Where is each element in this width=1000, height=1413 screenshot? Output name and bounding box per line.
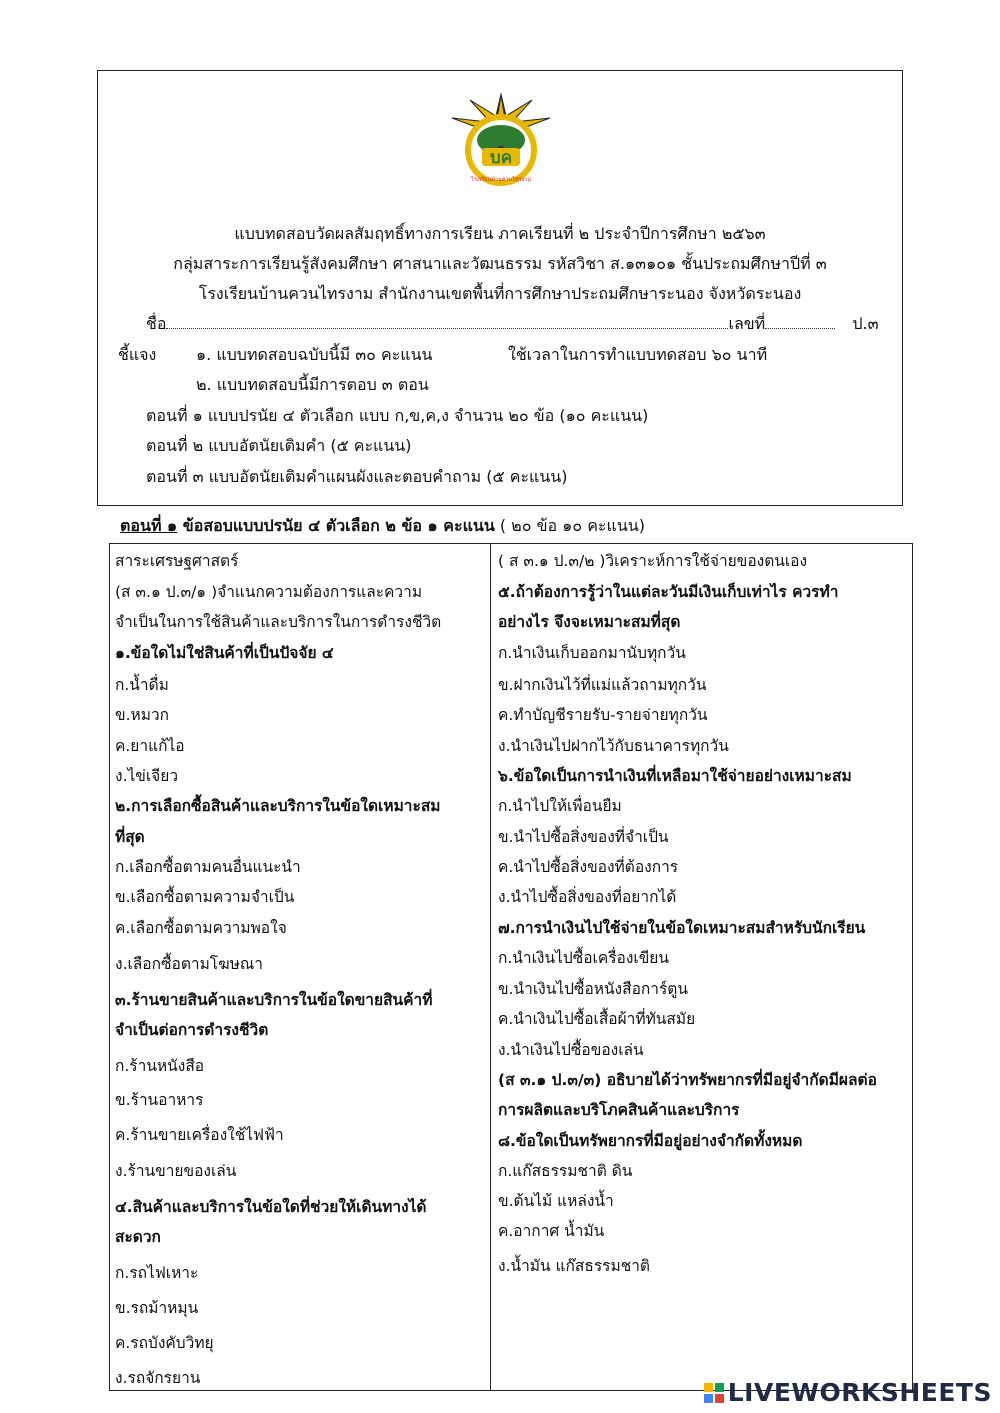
left-question-line: ข.ร้านอาหาร: [115, 1091, 204, 1109]
right-question-line: การผลิตและบริโภคสินค้าและบริการ: [498, 1101, 740, 1119]
right-question-line: ข.ต้นไม้ แหล่งน้ำ: [498, 1192, 614, 1210]
name-row: [146, 312, 879, 337]
watermark-text: LIVEWORKSHEETS: [727, 1378, 992, 1407]
left-question-line: (ส ๓.๑ ป.๓/๑ )จำแนกความต้องการและความ: [115, 583, 423, 601]
right-question-line: ๕.ถ้าต้องการรู้ว่าในแต่ละวันมีเงินเก็บเท่าไร ควรทำ: [498, 583, 839, 601]
right-question-line: ง.น้ำมัน แก๊สธรรมชาติ: [498, 1257, 650, 1275]
part-3-description: ตอนที่ ๓ แบบอัตนัยเติมคำแผนผังและตอบคำถาม (๕ คะแนน): [146, 467, 568, 486]
right-question-line: ข.ฝากเงินไว้ที่แม่แล้วถามทุกวัน: [498, 676, 707, 694]
left-question-line: ข.หมวก: [115, 706, 170, 724]
left-question-line: ค.ยาแก้ไอ: [115, 737, 185, 755]
right-question-line: ง.นำเงินไปฝากไว้กับธนาคารทุกวัน: [498, 737, 729, 755]
column-divider: [490, 543, 491, 1391]
left-question-line: สะดวก: [115, 1228, 161, 1246]
part-2-description: ตอนที่ ๒ แบบอัตนัยเติมคำ (๕ คะแนน): [146, 436, 412, 455]
right-question-line: ๘.ข้อใดเป็นทรัพยากรที่มีอยู่อย่างจำกัดทั้งหมด: [498, 1132, 803, 1150]
left-question-line: ๓.ร้านขายสินค้าและบริการในข้อใดขายสินค้าที่: [115, 991, 433, 1009]
left-question-line: ก.เลือกซื้อตามคนอื่นแนะนำ: [115, 858, 301, 876]
right-question-line: อย่างไร จึงจะเหมาะสมที่สุด: [498, 613, 681, 631]
left-question-line: ก.รถไฟเหาะ: [115, 1264, 199, 1282]
left-question-line: ๒.การเลือกซื้อสินค้าและบริการในข้อใดเหมาะสม: [115, 797, 441, 815]
left-question-line: ง.ไข่เจียว: [115, 767, 179, 785]
left-question-line: ค.ร้านขายเครื่องใช้ไฟฟ้า: [115, 1126, 284, 1144]
right-question-line: ค.นำเงินไปซื้อเสื้อผ้าที่ทันสมัย: [498, 1010, 696, 1028]
right-question-line: ๗.การนำเงินไปใช้จ่ายในข้อใดเหมาะสมสำหรับนักเรียน: [498, 919, 866, 937]
left-question-line: ง.ร้านขายของเล่น: [115, 1162, 237, 1180]
logo-letters: บค: [489, 148, 513, 168]
number-label: เลขที่: [728, 314, 766, 333]
section-text-bold: ข้อสอบแบบปรนัย ๔ ตัวเลือก ๒ ข้อ ๑ คะแนน: [177, 516, 495, 535]
right-question-line: ค.นำไปซื้อสิ่งของที่ต้องการ: [498, 858, 679, 876]
left-question-line: ข.เลือกซื้อตามความจำเป็น: [115, 888, 295, 906]
left-question-line: ๔.สินค้าและบริการในข้อใดที่ช่วยให้เดินทางได้: [115, 1198, 427, 1216]
right-question-line: ก.นำไปให้เพื่อนยืม: [498, 797, 622, 815]
left-question-line: ก.น้ำดื่ม: [115, 676, 169, 694]
header-title-line: แบบทดสอบวัดผลสัมฤทธิ์ทางการเรียน ภาคเรียนที่ ๒ ประจำปีการศึกษา ๒๕๖๓: [234, 224, 766, 243]
left-question-line: จำเป็นต่อการดำรงชีวิต: [115, 1021, 269, 1039]
left-question-line: ค.เลือกซื้อตามความพอใจ: [115, 919, 287, 937]
right-question-line: ก.แก๊สธรรมชาติ ดิน: [498, 1162, 633, 1180]
left-question-line: ที่สุด: [115, 828, 145, 846]
liveworksheets-watermark: [703, 1378, 992, 1407]
instruction-label: ชี้แจง: [118, 345, 157, 364]
school-logo: [440, 88, 562, 188]
instruction-2: ๒. แบบทดสอบนี้มีการตอบ ๓ ตอน: [196, 375, 429, 394]
left-question-line: ๑.ข้อใดไม่ใช่สินค้าที่เป็นปัจจัย ๔: [115, 644, 334, 662]
right-question-line: ง.นำไปซื้อสิ่งของที่อยากได้: [498, 888, 677, 906]
left-question-line: ง.รถจักรยาน: [115, 1369, 201, 1387]
right-question-line: ง.นำเงินไปซื้อของเล่น: [498, 1041, 644, 1059]
right-question-line: ก.นำเงินไปซื้อเครื่องเขียน: [498, 949, 669, 967]
header-school-line: โรงเรียนบ้านควนไทรงาม สำนักงานเขตพื้นที่การศึกษาประถมศึกษาระนอง จังหวัดระนอง: [198, 284, 802, 303]
right-question-line: ( ส ๓.๑ ป.๓/๒ )วิเคราะห์การใช้จ่ายของตนเอง: [498, 552, 808, 570]
right-question-line: ข.นำเงินไปซื้อหนังสือการ์ตูน: [498, 980, 688, 998]
left-question-line: จำเป็นในการใช้สินค้าและบริการในการดำรงชีวิต: [115, 613, 442, 631]
logo-ring-text: โรงเรียนบ้านควนไทรงาม: [470, 177, 532, 183]
right-question-line: ๖.ข้อใดเป็นการนำเงินที่เหลือมาใช้จ่ายอย่างเหมาะสม: [498, 767, 852, 785]
section-text-normal: ( ๒๐ ข้อ ๑๐ คะแนน): [494, 516, 645, 535]
name-label: ชื่อ: [146, 314, 167, 333]
left-question-line: สาระเศรษฐศาสตร์: [115, 552, 239, 570]
left-question-line: ข.รถม้าหมุน: [115, 1299, 199, 1317]
part-1-description: ตอนที่ ๑ แบบปรนัย ๔ ตัวเลือก แบบ ก,ข,ค,ง จำนวน ๒๐ ข้อ (๑๐ คะแนน): [146, 406, 649, 425]
section-heading: [120, 514, 645, 539]
liveworksheets-logo-icon: [703, 1382, 725, 1404]
name-blank[interactable]: [166, 316, 728, 329]
left-question-line: ก.ร้านหนังสือ: [115, 1057, 205, 1075]
right-question-line: (ส ๓.๑ ป.๓/๓) อธิบายได้ว่าทรัพยากรที่มีอยู่จำกัดมีผลต่อ: [498, 1071, 877, 1089]
header-subject-line: กลุ่มสาระการเรียนรู้สังคมศึกษา ศาสนาและวัฒนธรรม รหัสวิชา ส.๑๓๑๐๑ ชั้นประถมศึกษาปีที่ ๓: [173, 254, 827, 273]
right-question-line: ค.อากาศ น้ำมัน: [498, 1222, 605, 1240]
left-question-line: ค.รถบังคับวิทยุ: [115, 1334, 214, 1352]
section-label: ตอนที่ ๑: [120, 516, 178, 535]
right-question-line: ค.ทำบัญชีรายรับ-รายจ่ายทุกวัน: [498, 706, 708, 724]
left-question-line: ง.เลือกซื้อตามโฆษณา: [115, 955, 263, 973]
instruction-1b: ใช้เวลาในการทำแบบทดสอบ ๖๐ นาที: [508, 345, 768, 364]
right-question-line: ก.นำเงินเก็บออกมานับทุกวัน: [498, 644, 686, 662]
instruction-1a: ๑. แบบทดสอบฉบับนี้มี ๓๐ คะแนน: [196, 345, 433, 364]
class-label: ป.๓: [852, 314, 879, 333]
number-blank[interactable]: [765, 316, 835, 329]
right-question-line: ข.นำไปซื้อสิ่งของที่จำเป็น: [498, 828, 669, 846]
